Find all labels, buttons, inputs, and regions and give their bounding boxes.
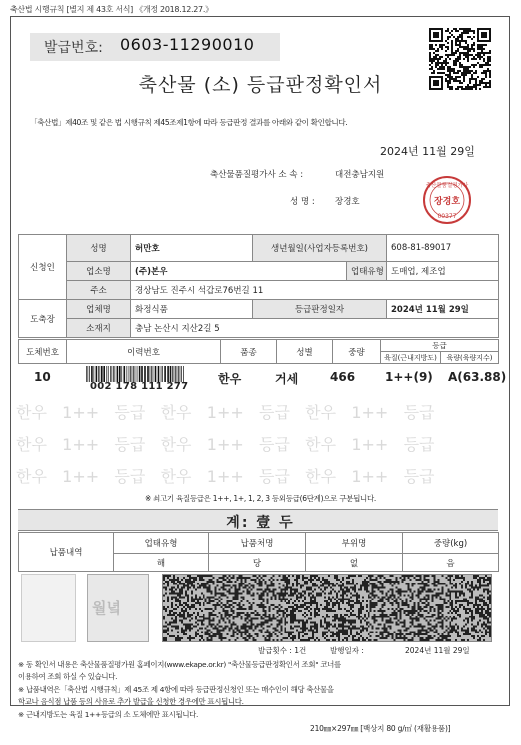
species-value: 한우 xyxy=(218,372,242,386)
applicant-biztype-label: 업태유형 xyxy=(347,262,387,281)
delivery-section-label: 납품내역 xyxy=(19,533,114,572)
delivery-header: 중량(kg) xyxy=(403,533,499,554)
document-title: 축산물 (소) 등급판정확인서 xyxy=(138,74,383,96)
grader-org-label: 축산물품질평가사 소 속 : xyxy=(210,170,304,180)
header-sex: 성별 xyxy=(277,340,333,364)
grader-seal-stamp xyxy=(422,175,472,225)
applicant-biz-label: 업소명 xyxy=(67,262,131,281)
issue-date: 2024년 11월 29일 xyxy=(405,646,470,655)
issue-date-label: 발행일자 : xyxy=(330,646,364,655)
delivery-table xyxy=(18,532,499,572)
issue-number: 0603-11290010 xyxy=(120,35,255,54)
applicant-name-label: 성명 xyxy=(67,235,131,262)
meat-quality-value: 1++(9) xyxy=(385,370,433,384)
issue-count: 발급횟수 : 1건 xyxy=(258,646,307,655)
header-species: 품종 xyxy=(221,340,277,364)
security-mark-text: 월녘 xyxy=(92,599,121,617)
security-pattern-thumbnail xyxy=(21,574,76,642)
applicant-section-label: 신청인 xyxy=(19,235,67,300)
applicant-table xyxy=(18,234,499,338)
total-count: 계: 壹 두 xyxy=(226,515,295,531)
slaughter-name-value: 화정식품 xyxy=(131,300,253,319)
slaughter-date-value: 2024년 11월 29일 xyxy=(387,300,499,319)
grade-note: ※ 쇠고기 육질등급은 1++, 1+, 1, 2, 3 등외등급(6단계)으로 구분됩니다. xyxy=(144,494,377,503)
slaughter-section-label: 도축장 xyxy=(19,300,67,338)
note-line: 학교나 음식점 납품 등의 사유로 추가 발급을 신청한 경우에만 표시됩니다. xyxy=(18,697,244,707)
seal-top-text: 축산물품질평가사 xyxy=(425,183,469,189)
header-trace-no: 이력번호 xyxy=(67,340,221,364)
barcode-icon xyxy=(85,366,185,382)
applicant-biztype-value: 도매업, 제조업 xyxy=(387,262,499,281)
watermark-line: 한우 1++ 등급 한우 1++ 등급 한우 1++ 등급 xyxy=(16,403,435,422)
delivery-cell: 당 xyxy=(209,554,306,572)
trace-number: 002 178 111 277 xyxy=(90,381,189,392)
header-yield: 육량(육량지수) xyxy=(441,352,499,364)
delivery-cell: 음 xyxy=(403,554,499,572)
note-line: ※ 근내지방도는 육질 1++등급의 소 도체에만 표시됩니다. xyxy=(18,709,199,719)
header-grade: 등급 xyxy=(381,340,499,352)
delivery-header: 업태유형 xyxy=(114,533,209,554)
applicant-birth-label: 생년월일(사업자등록번호) xyxy=(253,235,387,262)
slaughter-loc-label: 소재지 xyxy=(67,319,131,338)
note-line: 이용하여 조회 하실 수 있습니다. xyxy=(18,672,118,682)
watermark-line: 한우 1++ 등급 한우 1++ 등급 한우 1++ 등급 xyxy=(16,467,435,486)
header-carcass-no: 도체번호 xyxy=(19,340,67,364)
seal-name: 장경호 xyxy=(433,197,461,207)
paper-spec: 210㎜×297㎜ [백상지 80 g/㎡ (재활용품)] xyxy=(310,724,451,733)
yield-value: A(63.88) xyxy=(448,370,507,384)
carcass-number: 10 xyxy=(34,370,51,384)
seal-number: 00377 xyxy=(437,213,457,220)
watermark-line: 한우 1++ 등급 한우 1++ 등급 한우 1++ 등급 xyxy=(16,435,435,454)
delivery-cell: 없 xyxy=(306,554,403,572)
slaughter-name-label: 업체명 xyxy=(67,300,131,319)
applicant-addr-label: 주소 xyxy=(67,281,131,300)
grader-org-value: 대전충남지원 xyxy=(335,170,385,180)
weight-value: 466 xyxy=(330,370,356,384)
applicant-biz-value: (주)본우 xyxy=(131,262,347,281)
delivery-header: 부위명 xyxy=(306,533,403,554)
note-line: ※ 동 확인서 내용은 축산물품질평가원 홈페이지(www.ekape.or.kr) "축산물등급판정확인서 조회" 코너를 xyxy=(18,660,341,669)
slaughter-loc-value: 충남 논산시 지산2길 5 xyxy=(131,319,499,338)
sex-value: 거세 xyxy=(275,372,299,386)
grader-name-value: 장경호 xyxy=(335,197,360,207)
slaughter-date-label: 등급판정일자 xyxy=(253,300,387,319)
grade-table-header xyxy=(18,339,499,364)
header-meat-quality: 육질(근내지방도) xyxy=(381,352,441,364)
header-weight: 중량 xyxy=(333,340,381,364)
document-date: 2024년 11월 29일 xyxy=(380,145,475,158)
form-label: 축산법 시행규칙 [별지 제 43호 서식] 《개정 2018.12.27.》 xyxy=(10,5,213,14)
applicant-name-value: 허만호 xyxy=(131,235,253,262)
grader-name-label: 성 명 : xyxy=(290,197,315,207)
note-line: ※ 납품내역은「축산법 시행규칙」제 45조 제 4항에 따라 등급판정신청인 또는 매수인이 해당 축산물을 xyxy=(18,684,334,694)
applicant-addr-value: 경상남도 진주시 석갑로76번길 11 xyxy=(131,281,499,300)
security-noise-pattern xyxy=(162,574,492,642)
issue-number-label: 발급번호: xyxy=(44,40,103,56)
delivery-header: 납품처명 xyxy=(209,533,306,554)
intro-text: 「축산법」제40조 및 같은 법 시행규칙 제45조제1항에 따라 등급판정 결과를 아래와 같이 확인합니다. xyxy=(30,118,348,127)
delivery-cell: 해 xyxy=(114,554,209,572)
applicant-birth-value: 608-81-89017 xyxy=(387,235,499,262)
notes-block xyxy=(18,659,508,721)
